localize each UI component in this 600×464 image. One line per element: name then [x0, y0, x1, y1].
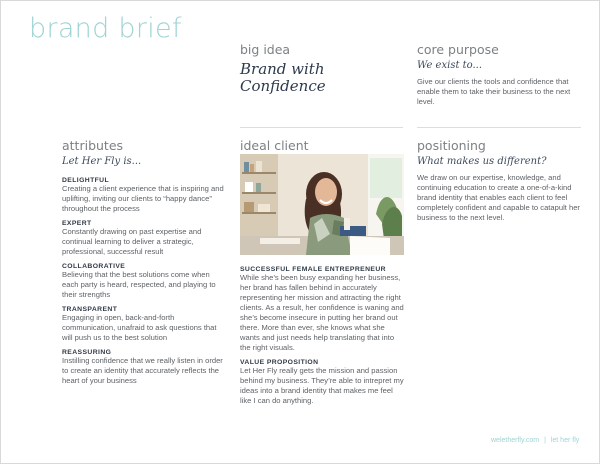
attribute-text: Believing that the best solutions come when each party is heard, respected, and playing to their strengths: [62, 270, 216, 299]
attribute-item: [62, 177, 227, 214]
attribute-item: [62, 349, 227, 386]
core-purpose-subheading: We exist to...: [417, 60, 483, 71]
attributes-heading: attributes: [62, 138, 124, 153]
attributes-list: [62, 177, 227, 392]
positioning-subheading: What makes us different?: [417, 156, 547, 167]
attribute-text: Creating a client experience that is inspiring and uplifting, inviting our clients to “happy dance” throughout the process: [62, 184, 224, 213]
attribute-text: Constantly drawing on past expertise and continual learning to deliver a strategic, professional, successful result: [62, 227, 202, 256]
big-idea-line-1: Brand with: [240, 60, 325, 78]
attribute-text: Engaging in open, back-and-forth communication, unafraid to ask questions that will push us to the best solution: [62, 313, 217, 342]
ideal-client-details: [240, 266, 405, 406]
footer: [491, 437, 579, 444]
attribute-label: TRANSPARENT: [62, 306, 118, 313]
attribute-label: REASSURING: [62, 349, 112, 356]
attribute-label: EXPERT: [62, 220, 92, 227]
attribute-text: Instilling confidence that we really listen in order to create an identity that accurately reflects the heart of your business: [62, 356, 223, 385]
attribute-item: [62, 263, 227, 300]
client-label: SUCCESSFUL FEMALE ENTREPRENEUR: [240, 266, 386, 273]
ideal-client-heading: ideal client: [240, 138, 309, 153]
core-purpose-heading: core purpose: [417, 42, 499, 57]
big-idea-statement: [240, 61, 400, 95]
big-idea-heading: big idea: [240, 42, 291, 57]
footer-brand-name: let her fly: [550, 437, 580, 444]
client-description: While she’s been busy expanding her business, her brand has fallen behind in accurately representing her mission and attracting the right clients. As a result, her confidence is waning and she’s become insecure in putting her brand out there. More than ever, she knows what she wants and just needs help translating that into the right visuals.: [240, 273, 404, 352]
footer-website-link[interactable]: weletherfly.com: [491, 437, 540, 444]
attribute-label: DELIGHTFUL: [62, 177, 110, 184]
positioning-heading: positioning: [417, 138, 486, 153]
big-idea-line-2: Confidence: [240, 77, 326, 95]
divider-positioning: [417, 127, 581, 128]
attribute-label: COLLABORATIVE: [62, 263, 126, 270]
positioning-body: We draw on our expertise, knowledge, and continuing education to create a one-of-a-kind brand identity that enables each client to feel completely confident and capable to catapult her business to the next level.: [417, 173, 580, 222]
attribute-item: [62, 306, 227, 343]
page-title: brand brief: [29, 13, 182, 44]
value-proposition-label: VALUE PROPOSITION: [240, 359, 319, 366]
attribute-item: [62, 220, 227, 257]
attributes-subheading: Let Her Fly is...: [62, 156, 142, 167]
client-photo-illustration: [240, 154, 404, 255]
core-purpose-body: Give our clients the tools and confidence that enable them to take their business to the next level.: [417, 77, 571, 106]
divider-ideal-client: [240, 127, 403, 128]
ideal-client-photo: [240, 154, 404, 255]
value-proposition-text: Let Her Fly really gets the mission and passion behind my business. They’re able to intrepret my ideas into a brand identity that makes me feel like I can do anything.: [240, 366, 404, 405]
footer-separator: |: [544, 437, 546, 444]
